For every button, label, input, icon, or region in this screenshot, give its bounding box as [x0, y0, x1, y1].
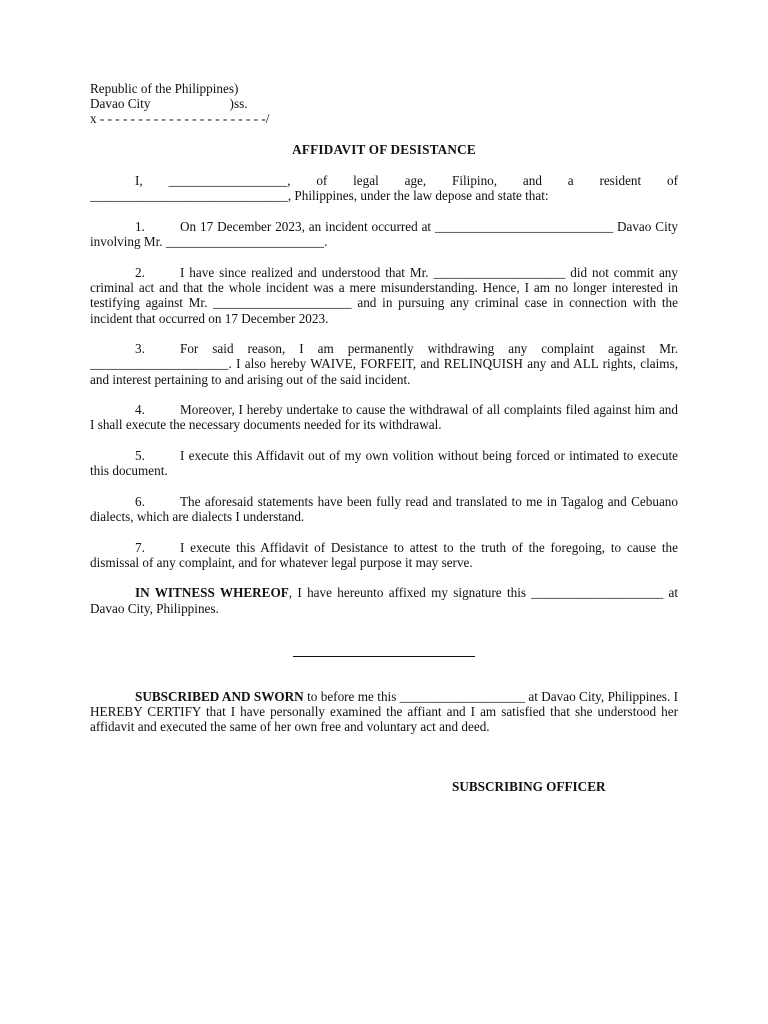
paragraph-1 [90, 219, 678, 249]
paragraph-2 [90, 265, 678, 326]
paragraph-text: For said reason, I am permanently withdrawing any complaint against Mr. _____________________. I also hereby WAIVE, FORFEIT, and RELINQUISH any and ALL rights, claims, and interest pertaining to and arising out of the said incident. [90, 341, 678, 387]
jurat-paragraph [90, 689, 678, 735]
paragraph-text: Moreover, I hereby undertake to cause the withdrawal of all complaints filed against him and I shall execute the necessary documents needed for its withdrawal. [90, 402, 678, 433]
caption-separator: x - - - - - - - - - - - - - - - - - - - - - -/ [90, 111, 270, 127]
paragraph-number: 3. [135, 341, 145, 357]
paragraph-number: 6. [135, 493, 145, 509]
jurat-text: to before me this ___________________ at Davao City, Philippines. I HEREBY CERTIFY that I have personally examined the affiant and I am satisfied that she understood her affidavit and executed the same of her own free and voluntary act and deed. [90, 689, 679, 735]
paragraph-number: 1. [135, 219, 145, 235]
witness-text: , I have hereunto affixed my signature this ____________________ at Davao City, Philippines. [90, 585, 679, 616]
paragraph-text: The aforesaid statements have been fully read and translated to me in Tagalog and Cebuano dialects, which are dialects I understand. [90, 493, 678, 524]
witness-clause [90, 585, 678, 615]
paragraph-number: 2. [135, 264, 145, 280]
paragraph-text: On 17 December 2023, an incident occurred at ___________________________ Davao City involving Mr. ________________________. [90, 219, 678, 250]
intro-paragraph: I, __________________, of legal age, Filipino, and a resident of ______________________________, Philippines, under the law depose and state that: [90, 172, 678, 203]
witness-lead: IN WITNESS WHEREOF [135, 585, 289, 601]
paragraph-number: 4. [135, 402, 145, 418]
affiant-signature-line [293, 656, 475, 657]
affidavit-document [90, 81, 678, 631]
subscribing-officer-label: SUBSCRIBING OFFICER [452, 779, 606, 794]
paragraph-number: 7. [135, 539, 145, 555]
paragraph-5 [90, 448, 678, 478]
paragraph-text: I have since realized and understood that Mr. ____________________ did not commit any criminal act and that the whole incident was a mere misunderstanding. Hence, I am no longer interested in testifying against Mr. _____________________ and in pursuing any criminal case in connection with the incident that occurred on 17 December 2023. [90, 264, 678, 326]
paragraph-3 [90, 341, 678, 387]
paragraph-6 [90, 494, 678, 524]
paragraph-4 [90, 402, 678, 432]
paragraph-number: 5. [135, 447, 145, 463]
jurat-lead: SUBSCRIBED AND SWORN [135, 689, 304, 704]
paragraph-7 [90, 540, 678, 570]
document-title: AFFIDAVIT OF DESISTANCE [292, 141, 476, 157]
jurat-section [90, 689, 678, 750]
caption-city: Davao City )ss. [90, 96, 248, 112]
paragraph-text: I execute this Affidavit out of my own volition without being forced or intimated to execute this document. [90, 447, 678, 479]
venue-caption [90, 81, 678, 127]
paragraph-text: I execute this Affidavit of Desistance to attest to the truth of the foregoing, to cause the dismissal of any complaint, and for whatever legal purpose it may serve. [90, 539, 678, 570]
caption-republic: Republic of the Philippines) [90, 81, 239, 96]
